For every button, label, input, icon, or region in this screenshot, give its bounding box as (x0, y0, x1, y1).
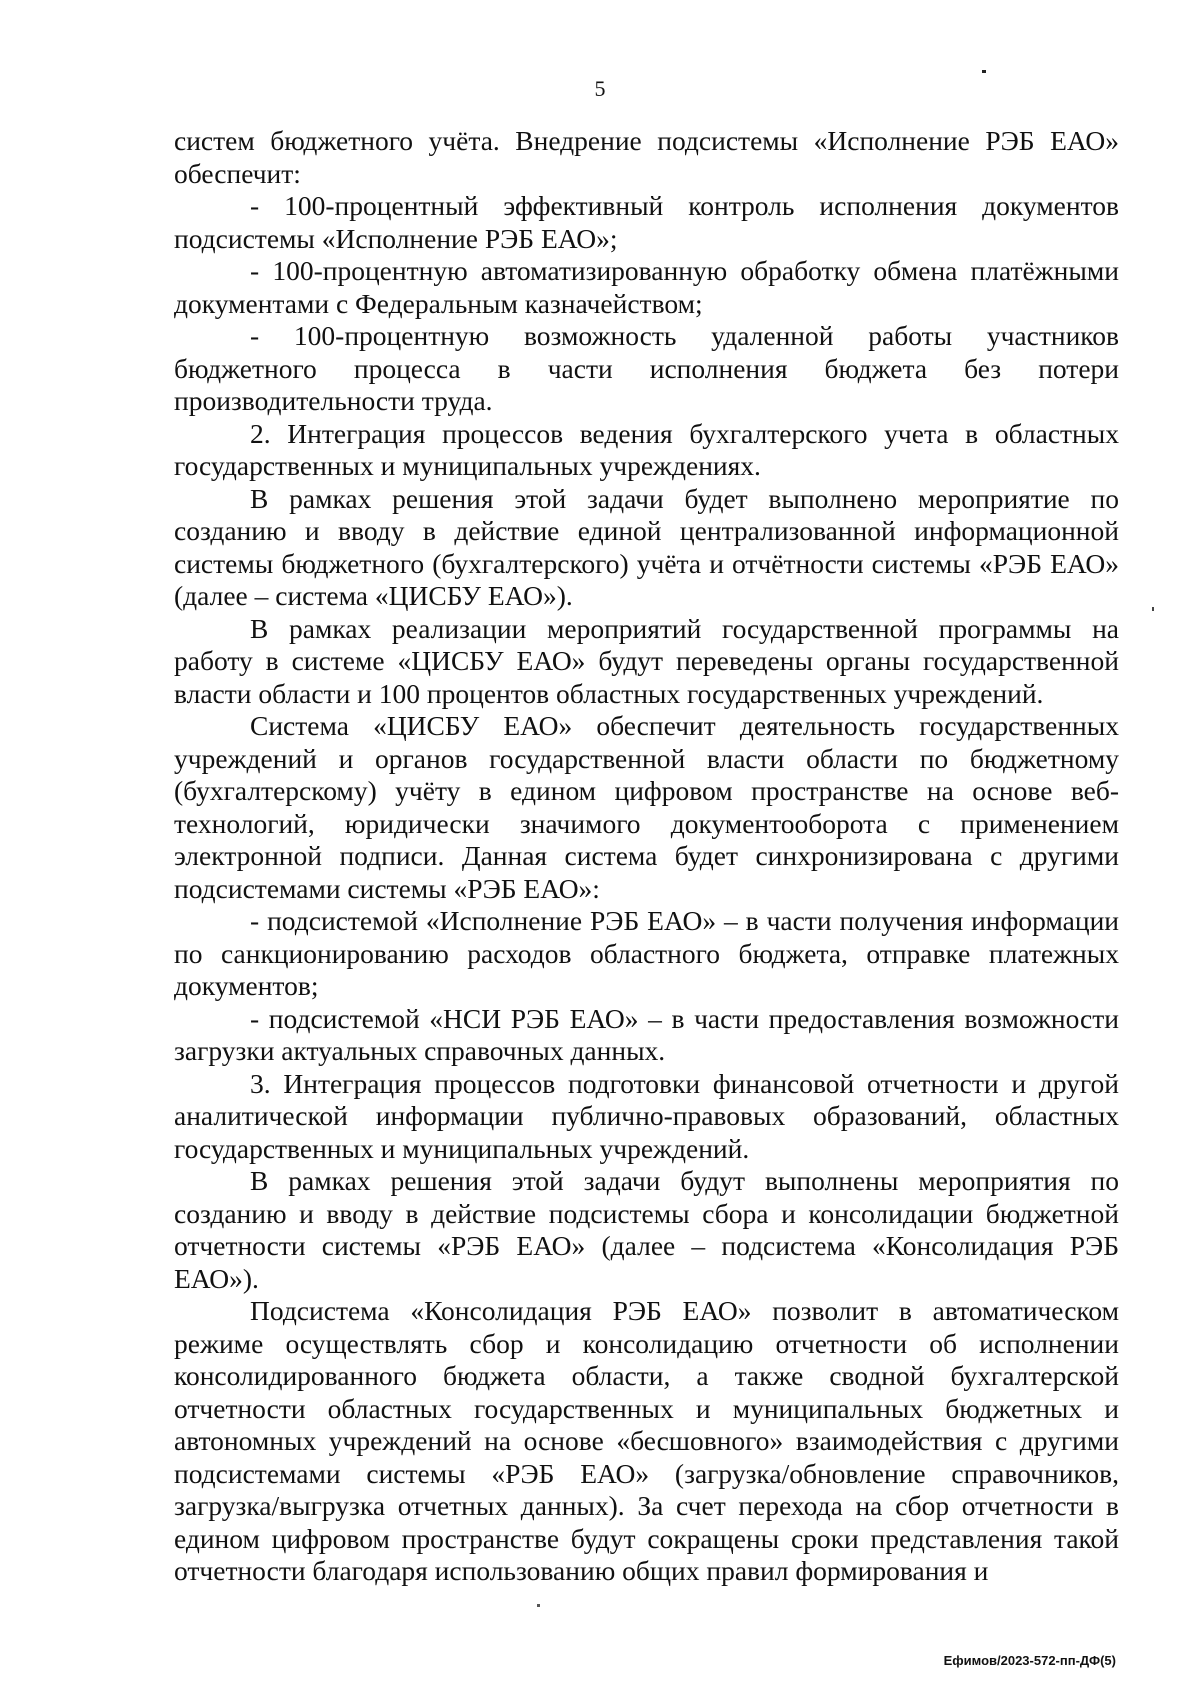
section-heading: 3. Интеграция процессов подготовки финансовой отчетности и другой аналитической информации публично-правовых образований, областных государственных и муниципальных учреждений. (174, 1067, 1119, 1164)
bullet-item: - подсистемой «Исполнение РЭБ ЕАО» – в части получения информации по санкционированию расходов областного бюджета, отправке платежных документов; (174, 905, 1119, 1001)
document-code: Ефимов/2023-572-пп-ДФ(5) (943, 1653, 1116, 1668)
scan-artifact (1152, 607, 1154, 611)
paragraph: Подсистема «Консолидация РЭБ ЕАО» позволит в автоматическом режиме осуществлять сбор и консолидацию отчетности об исполнении консолидированного бюджета области, а также сводной бухгалтерской отчетности областных государственных и муниципальных бюджетных и автономных учреждений на основе «бесшовного» взаимодействия с другими подсистемами системы «РЭБ ЕАО» (загрузка/обновление справочников, загрузка/выгрузка отчетных данных). За счет перехода на сбор отчетности в едином цифровом пространстве будут сокращены сроки представления такой отчетности благодаря использованию общих правил формирования и (174, 1295, 1119, 1586)
section-heading: 2. Интеграция процессов ведения бухгалтерского учета в областных государственных и муниципальных учреждениях. (174, 417, 1119, 481)
paragraph: Система «ЦИСБУ ЕАО» обеспечит деятельность государственных учреждений и органов государственной власти области по бюджетному (бухгалтерскому) учёту в едином цифровом пространстве на основе веб-технологий, юридически значимого документооборота с применением электронной подписи. Данная система будет синхронизирована с другими подсистемами системы «РЭБ ЕАО»: (174, 710, 1119, 904)
paragraph: В рамках решения этой задачи будут выполнены мероприятия по созданию и вводу в действие подсистемы сбора и консолидации бюджетной отчетности системы «РЭБ ЕАО» (далее – подсистема «Консолидация РЭБ ЕАО»). (174, 1165, 1119, 1294)
scan-artifact (537, 1604, 540, 1607)
paragraph: систем бюджетного учёта. Внедрение подсистемы «Исполнение РЭБ ЕАО» обеспечит: (174, 125, 1119, 189)
scan-artifact (982, 70, 986, 73)
bullet-item: - подсистемой «НСИ РЭБ ЕАО» – в части предоставления возможности загрузки актуальных справочных данных. (174, 1002, 1119, 1066)
paragraph: В рамках решения этой задачи будет выполнено мероприятие по созданию и вводу в действие единой централизованной информационной системы бюджетного (бухгалтерского) учёта и отчётности системы «РЭБ ЕАО» (далее – система «ЦИСБУ ЕАО»). (174, 482, 1119, 611)
page-number: 5 (594, 76, 606, 101)
bullet-item: - 100-процентную возможность удаленной работы участников бюджетного процесса в части исполнения бюджета без потери производительности труда. (174, 320, 1119, 416)
document-body (174, 125, 1119, 1588)
bullet-item: - 100-процентный эффективный контроль исполнения документов подсистемы «Исполнение РЭБ ЕАО»; (174, 190, 1119, 254)
bullet-item: - 100-процентную автоматизированную обработку обмена платёжными документами с Федеральным казначейством; (174, 255, 1119, 319)
paragraph: В рамках реализации мероприятий государственной программы на работу в системе «ЦИСБУ ЕАО» будут переведены органы государственной власти области и 100 процентов областных государственных учреждений. (174, 612, 1119, 709)
